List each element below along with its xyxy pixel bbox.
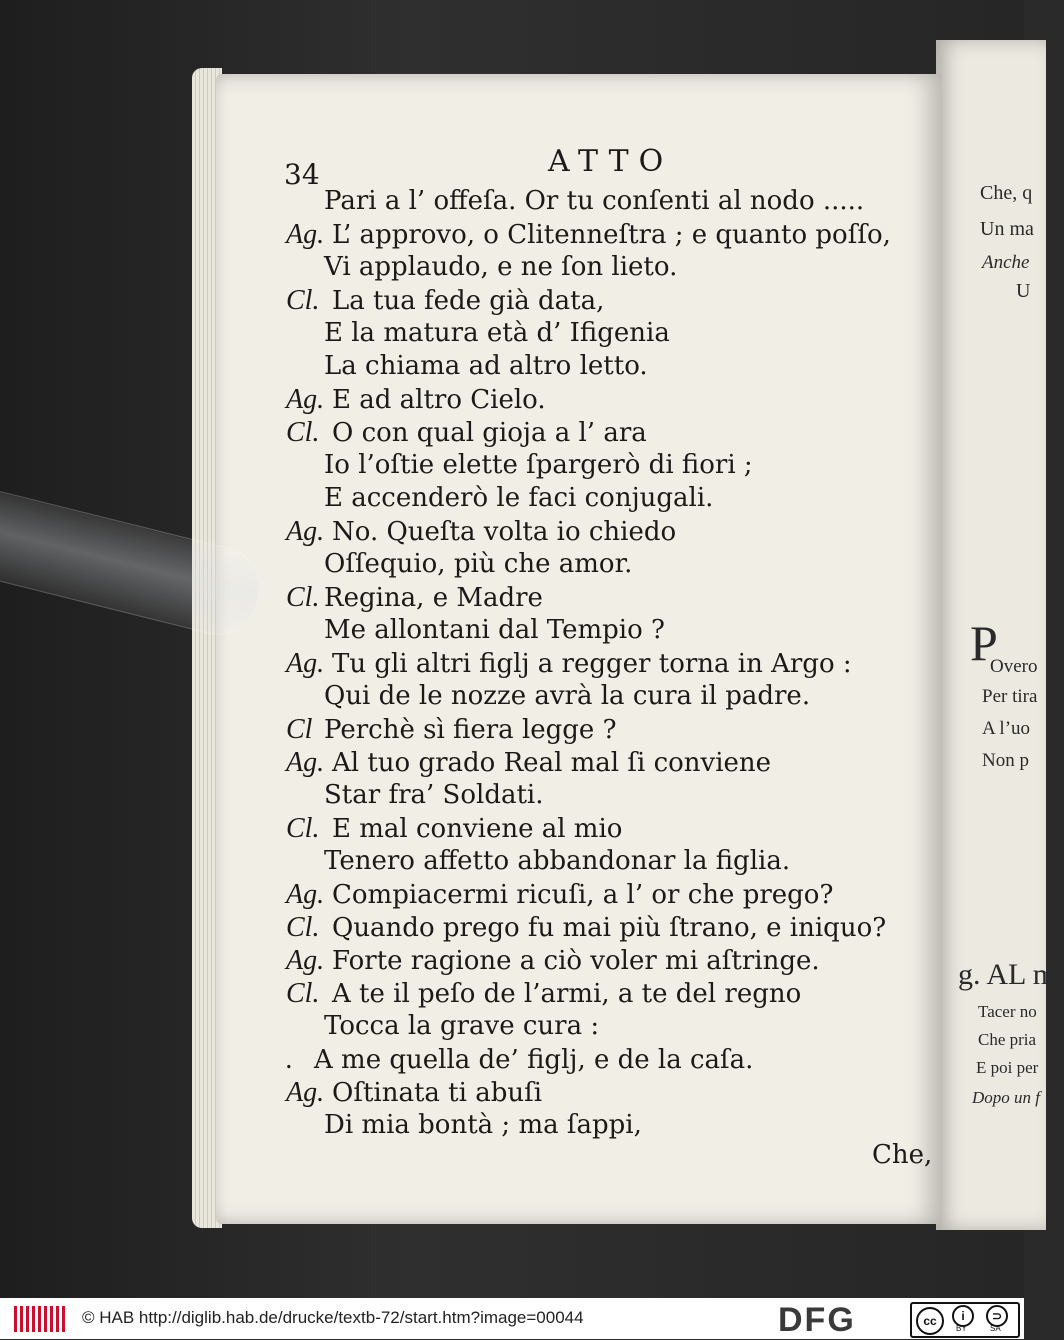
verse-text: Oſſequio, più che amor. <box>324 549 633 579</box>
verse-text: A me quella de’ figlj, e de la caſa. <box>314 1045 754 1075</box>
neighbor-fragment: Anche <box>982 252 1030 273</box>
verse-text: Regina, e Madre <box>324 583 543 613</box>
speaker-label: Cl. <box>286 813 320 844</box>
text-line <box>286 912 886 944</box>
book-page <box>216 74 942 1224</box>
text-line <box>286 681 810 711</box>
verse-text: Me allontani dal Tempio ? <box>324 615 665 645</box>
verse-text: E ad altro Cielo. <box>332 385 546 415</box>
hab-barcode-icon <box>14 1306 66 1332</box>
text-line <box>286 978 801 1010</box>
cc-license-badge[interactable] <box>910 1302 1020 1338</box>
neighbor-fragment: E poi per <box>976 1058 1039 1077</box>
verse-text: Io l’oſtie elette ſpargerò di fiori ; <box>324 450 753 480</box>
text-line <box>286 285 604 317</box>
speaker-label: Cl. <box>286 912 320 943</box>
verse-text: Tenero affetto abbandonar la figlia. <box>324 846 791 876</box>
text-line <box>286 252 677 282</box>
neighbor-page <box>936 40 1064 1230</box>
text-line <box>286 846 790 876</box>
speaker-label: Ag. <box>286 648 325 679</box>
text-line <box>286 351 648 381</box>
neighbor-fragment: U <box>1016 280 1031 302</box>
neighbor-fragment: g. AL mi <box>958 958 1064 991</box>
text-line <box>286 318 670 348</box>
verse-text: Di mia bontà ; ma ſappi, <box>324 1110 642 1140</box>
speaker-label: . <box>286 1044 293 1075</box>
verse-text: No. Queſta volta io chiedo <box>332 517 677 547</box>
neighbor-fragment: Che, q <box>980 182 1033 204</box>
verse-text: Qui de le nozze avrà la cura il padre. <box>324 681 811 711</box>
text-line <box>286 549 632 579</box>
verse-text: La chiama ad altro letto. <box>324 351 648 381</box>
speaker-label: Cl. <box>286 417 320 448</box>
page-header: ATTO <box>548 144 674 179</box>
verse-text: Forte ragione a ciò voler mi aſtringe. <box>332 946 820 976</box>
speaker-label: Cl. <box>286 582 320 613</box>
speaker-label: Cl <box>286 714 313 745</box>
speaker-label: Cl. <box>286 285 320 316</box>
verse-text: A te il peſo de l’armi, a te del regno <box>332 979 802 1009</box>
text-line <box>286 945 820 977</box>
neighbor-fragment: Tacer no <box>978 1002 1037 1021</box>
neighbor-fragment: Non p <box>982 750 1029 771</box>
neighbor-fragment: Overo <box>990 656 1038 677</box>
text-line <box>286 1110 642 1140</box>
verse-text: O con qual gioja a l’ ara <box>332 418 647 448</box>
neighbor-fragment: A l’uo <box>982 718 1031 739</box>
verse-text: Star fra’ Soldati. <box>324 780 544 810</box>
text-line <box>286 384 546 416</box>
verse-text: Tu gli altri figlj a regger torna in Argo : <box>332 649 852 679</box>
text-line <box>286 1044 753 1076</box>
by-label: BY <box>956 1324 967 1333</box>
cc-icon: cc <box>916 1307 944 1335</box>
neighbor-fragment: Che pria <box>978 1030 1037 1049</box>
verse-text: Tocca la grave cura : <box>324 1011 600 1041</box>
neighbor-fragment: P <box>970 615 998 671</box>
speaker-label: Cl. <box>286 978 320 1009</box>
text-line <box>286 186 864 216</box>
verse-text: E mal conviene al mio <box>332 814 623 844</box>
footer-bar <box>0 1298 1024 1339</box>
verse-text: La tua fede già data, <box>332 286 605 316</box>
page-number: 34 <box>284 158 320 191</box>
text-line <box>286 813 622 845</box>
text-line <box>286 1011 599 1041</box>
neighbor-fragment: Per tira <box>982 686 1038 707</box>
text-line <box>286 747 771 779</box>
verse-text: Oſtinata ti abuſi <box>332 1078 543 1108</box>
text-line <box>286 450 753 480</box>
copyright-credit: © HAB http://diglib.hab.de/drucke/textb-72/start.htm?image=00044 <box>82 1308 584 1327</box>
catchword: Che, <box>872 1140 933 1170</box>
text-line <box>286 780 544 810</box>
text-line <box>286 879 833 911</box>
verse-text: Al tuo grado Real mal ſi conviene <box>332 748 772 778</box>
text-line <box>286 615 665 645</box>
text-line <box>286 714 617 746</box>
speaker-label: Ag. <box>286 1077 325 1108</box>
sa-icon: ⊃ <box>986 1305 1008 1327</box>
sa-label: SA <box>990 1324 1001 1333</box>
text-line <box>286 1077 542 1109</box>
verse-text: Pari a l’ offeſa. Or tu conſenti al nodo ..... <box>324 186 865 216</box>
neighbor-fragment: Un ma <box>980 218 1034 240</box>
verse-text: Vi applaudo, e ne ſon lieto. <box>324 252 678 282</box>
neighbor-fragment: Dopo un f <box>972 1088 1040 1107</box>
speaker-label: Ag. <box>286 879 325 910</box>
verse-text: Compiacermi ricuſi, a l’ or che prego? <box>332 880 834 910</box>
dfg-logo: DFG <box>778 1301 856 1339</box>
verse-text: E accenderò le faci conjugali. <box>324 483 714 513</box>
text-line <box>286 417 647 449</box>
verse-text: Perchè sì fiera legge ? <box>324 715 617 745</box>
verse-text: Quando prego fu mai più ſtrano, e iniquo? <box>332 913 887 943</box>
by-icon: i <box>952 1305 974 1327</box>
text-line <box>286 516 676 548</box>
verse-text: L’ approvo, o Clitenneſtra ; e quanto poſſo, <box>332 220 891 250</box>
text-line <box>286 483 713 513</box>
text-line <box>286 219 891 251</box>
text-line <box>286 648 852 680</box>
speaker-label: Ag. <box>286 384 325 415</box>
speaker-label: Ag. <box>286 219 325 250</box>
speaker-label: Ag. <box>286 516 325 547</box>
text-line <box>286 582 543 614</box>
verse-text: E la matura età d’ Ifigenia <box>324 318 670 348</box>
speaker-label: Ag. <box>286 747 325 778</box>
speaker-label: Ag. <box>286 945 325 976</box>
